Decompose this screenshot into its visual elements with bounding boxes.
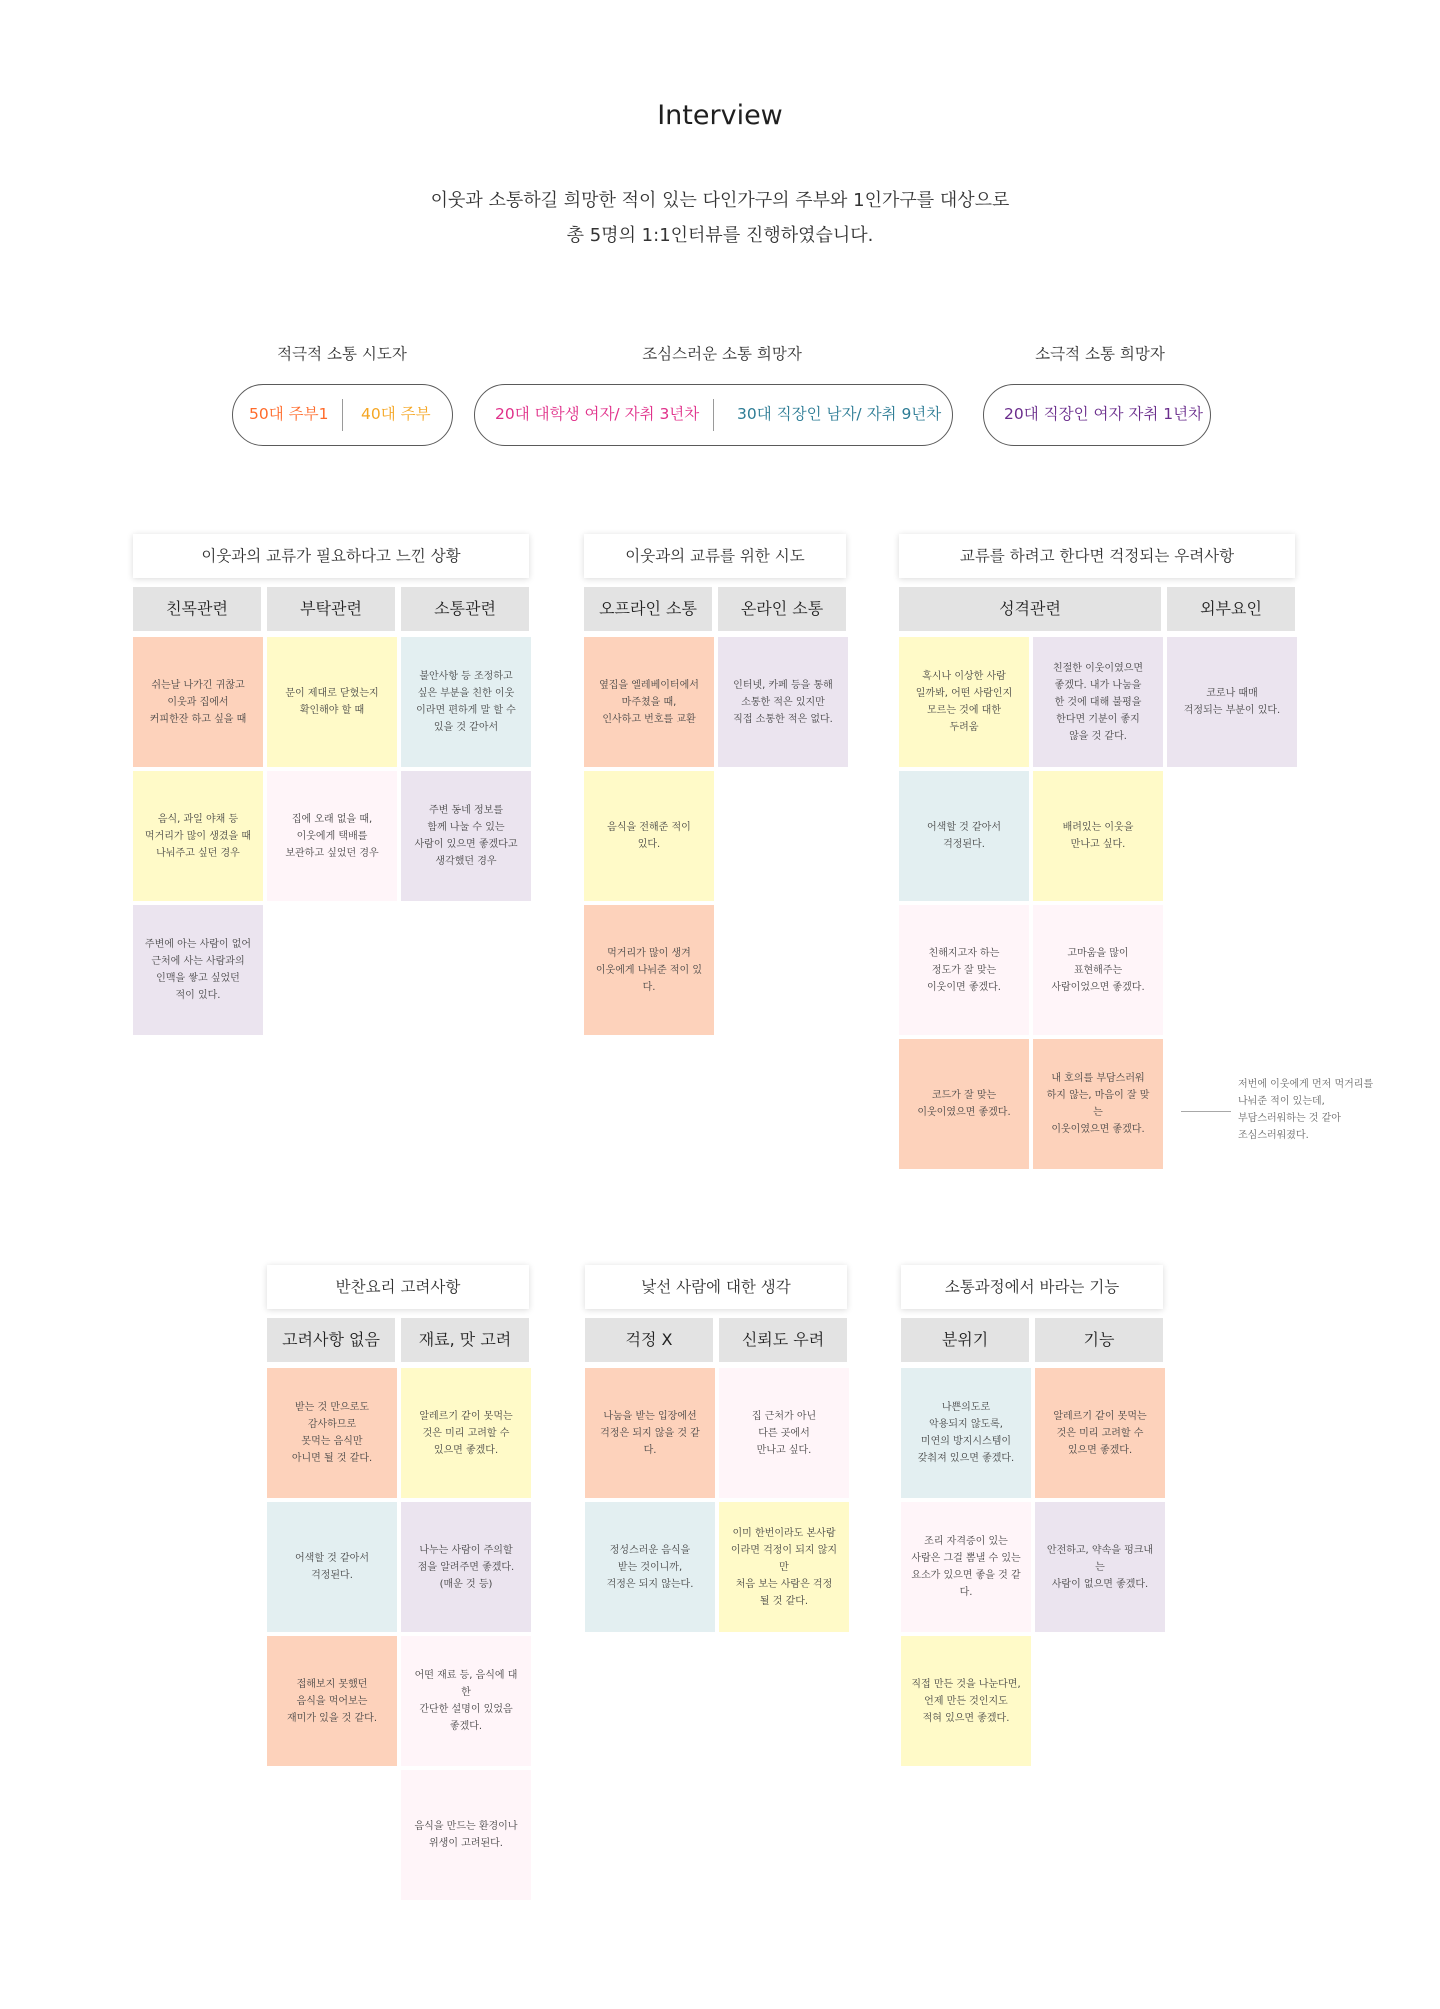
sticky-note: 코로나 때매 걱정되는 부분이 있다. <box>1167 637 1297 767</box>
section-title-feature: 소통과정에서 바라는 기능 <box>901 1265 1163 1309</box>
sticky-note: 집 근처가 아닌 다른 곳에서 만나고 싶다. <box>719 1368 849 1498</box>
column-header-online: 온라인 소통 <box>718 587 846 631</box>
sticky-note: 옆집을 엘레베이터에서 마주쳤을 때, 인사하고 번호를 교환 <box>584 637 714 767</box>
group-pill-careful <box>474 384 953 446</box>
section-title-worry: 교류를 하려고 한다면 걱정되는 우려사항 <box>899 534 1295 578</box>
sticky-note: 조리 자격증이 있는 사람은 그걸 뽐낼 수 있는 요소가 있으면 좋을 것 같다. <box>901 1502 1031 1632</box>
sticky-note: 받는 것 만으로도 감사하므로 못먹는 음식만 아니면 될 것 같다. <box>267 1368 397 1498</box>
sticky-note: 음식, 과일 야채 등 먹거리가 많이 생겼을 때 나눠주고 싶던 경우 <box>133 771 263 901</box>
member-40s-housewife: 40대 주부 <box>361 405 431 423</box>
column-header-offline: 오프라인 소통 <box>584 587 712 631</box>
sticky-note: 문이 제대로 닫혔는지 확인해야 할 때 <box>267 637 397 767</box>
sticky-note: 혹시나 이상한 사람 일까봐, 어떤 사람인지 모르는 것에 대한 두려움 <box>899 637 1029 767</box>
sticky-note: 친절한 이웃이였으면 좋겠다. 내가 나눔을 한 것에 대해 불평을 한다면 기분이 좋지 않을 것 같다. <box>1033 637 1163 767</box>
sticky-note: 알레르기 같이 못먹는 것은 미리 고려할 수 있으면 좋겠다. <box>401 1368 531 1498</box>
column-header-no-consideration: 고려사항 없음 <box>267 1318 395 1362</box>
sticky-note: 인터넷, 카페 등을 통해 소통한 적은 있지만 직접 소통한 적은 없다. <box>718 637 848 767</box>
sticky-note: 쉬는날 나가긴 귀찮고 이웃과 집에서 커피한잔 하고 싶을 때 <box>133 637 263 767</box>
page-title: Interview <box>657 100 783 131</box>
column-header-trust-concern: 신뢰도 우려 <box>719 1318 847 1362</box>
intro-line-1: 이웃과 소통하길 희망한 적이 있는 다인가구의 주부와 1인가구를 대상으로 <box>430 190 1010 211</box>
sticky-note: 나누는 사람이 주의할 점을 알려주면 좋겠다. (매운 것 등) <box>401 1502 531 1632</box>
intro-line-2: 총 5명의 1:1인터뷰를 진행하였습니다. <box>566 225 874 246</box>
sticky-note: 음식을 전해준 적이 있다. <box>584 771 714 901</box>
sticky-note: 어색할 것 같아서 걱정된다. <box>899 771 1029 901</box>
group-pill-passive <box>983 384 1211 446</box>
column-header-communication: 소통관련 <box>401 587 529 631</box>
sticky-note: 정성스러운 음식을 받는 것이니까, 걱정은 되지 않는다. <box>585 1502 715 1632</box>
member-50s-housewife: 50대 주부1 <box>249 405 329 423</box>
sticky-note: 알레르기 같이 못먹는 것은 미리 고려할 수 있으면 좋겠다. <box>1035 1368 1165 1498</box>
column-header-no-worry: 걱정 X <box>585 1318 713 1362</box>
sticky-note: 친해지고자 하는 정도가 잘 맞는 이웃이면 좋겠다. <box>899 905 1029 1035</box>
sticky-note: 어떤 재료 등, 음식에 대한 간단한 설명이 있었음 좋겠다. <box>401 1636 531 1766</box>
sticky-note: 이미 한번이라도 본사람 이라면 걱정이 되지 않지만 처음 보는 사람은 걱정 될 것 같다. <box>719 1502 849 1632</box>
group-label-passive: 소극적 소통 희망자 <box>1035 345 1165 363</box>
connector-line <box>1181 1111 1231 1112</box>
section-title-attempt: 이웃과의 교류를 위한 시도 <box>584 534 846 578</box>
pill-divider <box>342 399 343 431</box>
sticky-note: 어색할 것 같아서 걱정된다. <box>267 1502 397 1632</box>
section-title-situation: 이웃과의 교류가 필요하다고 느낀 상황 <box>133 534 529 578</box>
member-20s-worker-female: 20대 직장인 여자 자취 1년차 <box>1004 405 1204 423</box>
column-header-external: 외부요인 <box>1167 587 1295 631</box>
member-20s-student-female: 20대 대학생 여자/ 자취 3년차 <box>495 405 700 423</box>
sticky-note: 나쁜의도로 악용되지 않도록, 미연의 방지시스템이 갖춰져 있으면 좋겠다. <box>901 1368 1031 1498</box>
column-header-atmosphere: 분위기 <box>901 1318 1029 1362</box>
sticky-note: 집에 오래 없을 때, 이웃에게 택배를 보관하고 싶었던 경우 <box>267 771 397 901</box>
group-pill-active <box>232 384 453 446</box>
member-30s-worker-male: 30대 직장인 남자/ 자취 9년차 <box>737 405 942 423</box>
section-title-stranger: 낯선 사람에 대한 생각 <box>585 1265 847 1309</box>
column-header-personality: 성격관련 <box>899 587 1161 631</box>
sticky-note: 주변에 아는 사람이 없어 근처에 사는 사람과의 인맥을 쌓고 싶었던 적이 있다. <box>133 905 263 1035</box>
sticky-note: 불안사항 등 조정하고 싶은 부분을 친한 이웃 이라면 편하게 말 할 수 있을 것 같아서 <box>401 637 531 767</box>
column-header-ingredient-taste: 재료, 맛 고려 <box>401 1318 529 1362</box>
pill-divider <box>713 399 714 431</box>
column-header-function: 기능 <box>1035 1318 1163 1362</box>
sticky-note: 먹거리가 많이 생겨 이웃에게 나눠준 적이 있다. <box>584 905 714 1035</box>
sticky-note: 내 호의를 부담스러워 하지 않는, 마음이 잘 맞는 이웃이였으면 좋겠다. <box>1033 1039 1163 1169</box>
column-header-favor: 부탁관련 <box>267 587 395 631</box>
group-label-active: 적극적 소통 시도자 <box>277 345 407 363</box>
sticky-note: 배려있는 이웃을 만나고 싶다. <box>1033 771 1163 901</box>
side-annotation: 저번에 이웃에게 먼저 먹거리를 나눠준 적이 있는데, 부담스러워하는 것 같아 조심스러워졌다. <box>1238 1079 1374 1141</box>
intro-text <box>0 183 1440 253</box>
sticky-note: 주변 동네 정보를 함께 나눌 수 있는 사람이 있으면 좋겠다고 생각했던 경우 <box>401 771 531 901</box>
sticky-note: 직접 만든 것을 나눈다면, 언제 만든 것인지도 적혀 있으면 좋겠다. <box>901 1636 1031 1766</box>
sticky-note: 접해보지 못했던 음식을 먹어보는 재미가 있을 것 같다. <box>267 1636 397 1766</box>
column-header-friendship: 친목관련 <box>133 587 261 631</box>
sticky-note: 코드가 잘 맞는 이웃이였으면 좋겠다. <box>899 1039 1029 1169</box>
sticky-note: 안전하고, 약속을 펑크내는 사람이 없으면 좋겠다. <box>1035 1502 1165 1632</box>
group-label-careful: 조심스러운 소통 희망자 <box>642 345 802 363</box>
sticky-note: 나눔을 받는 입장에선 걱정은 되지 않을 것 같다. <box>585 1368 715 1498</box>
section-title-banchan: 반찬요리 고려사항 <box>267 1265 529 1309</box>
sticky-note: 고마움을 많이 표현해주는 사람이었으면 좋겠다. <box>1033 905 1163 1035</box>
sticky-note: 음식을 만드는 환경이나 위생이 고려된다. <box>401 1770 531 1900</box>
